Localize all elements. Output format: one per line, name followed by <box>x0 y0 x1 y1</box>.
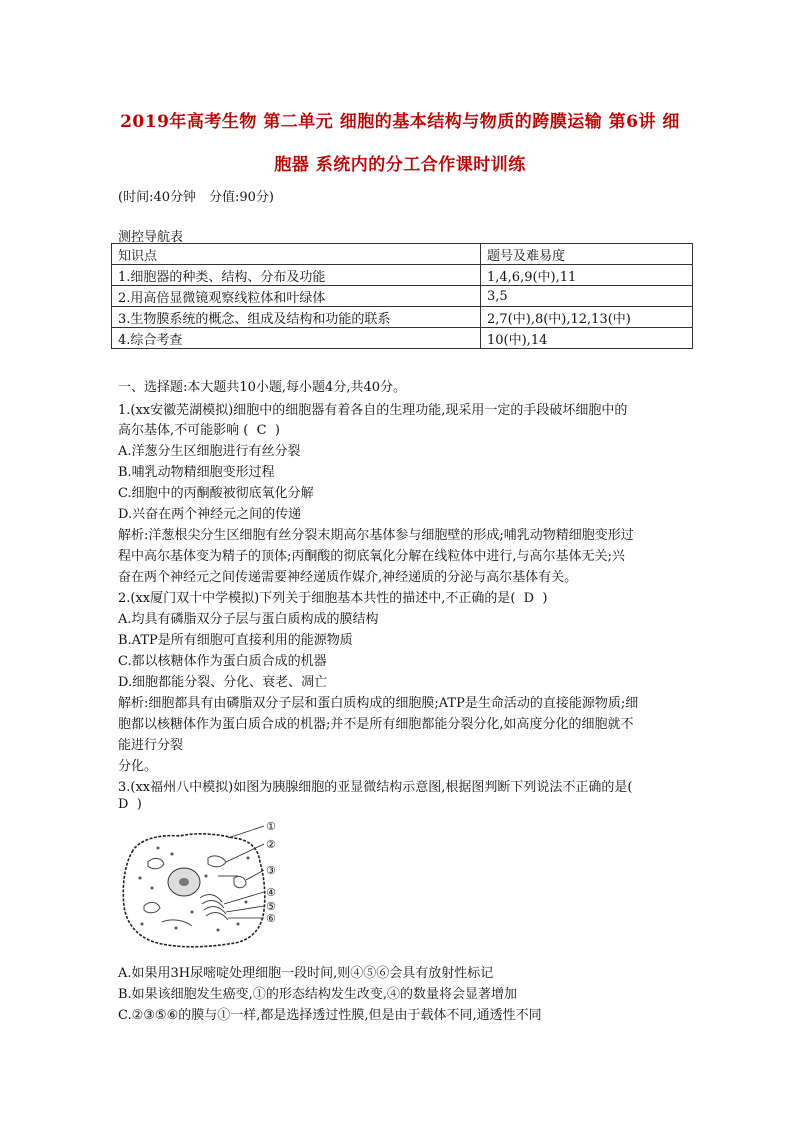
question-3-stem: D ) <box>118 797 142 812</box>
figure-label: ② <box>266 838 276 851</box>
table-cell: 2,7(中),8(中),12,13(中) <box>481 307 693 328</box>
table-row <box>112 328 693 349</box>
question-2-option: C.都以核糖体作为蛋白质合成的机器 <box>118 654 327 669</box>
table-header-cell: 知识点 <box>112 244 481 265</box>
question-3-option: A.如果用3H尿嘧啶处理细胞一段时间,则④⑤⑥会具有放射性标记 <box>118 966 494 981</box>
question-2-analysis: 分化。 <box>118 759 158 774</box>
question-1-analysis: 程中高尔基体变为精子的顶体;丙酮酸的彻底氧化分解在线粒体中进行,与高尔基体无关;兴 <box>118 549 625 564</box>
question-2-option: A.均具有磷脂双分子层与蛋白质构成的膜结构 <box>118 612 379 627</box>
question-1-stem: 高尔基体,不可能影响 ( C ) <box>118 423 280 438</box>
question-1-analysis: 解析:洋葱根尖分生区细胞有丝分裂末期高尔基体参与细胞壁的形成;哺乳动物精细胞变形过 <box>118 528 634 543</box>
table-cell: 3.生物膜系统的概念、组成及结构和功能的联系 <box>112 307 481 328</box>
question-3-option: C.②③⑤⑥的膜与①一样,都是选择透过性膜,但是由于载体不同,通透性不同 <box>118 1008 542 1023</box>
question-2-analysis: 能进行分裂 <box>118 738 184 753</box>
question-1-option: D.兴奋在两个神经元之间的传递 <box>118 507 302 522</box>
question-1-stem: 1.(xx安徽芜湖模拟)细胞中的细胞器有着各自的生理功能,现采用一定的手段破坏细胞中的 <box>118 403 628 418</box>
question-3-option: B.如果该细胞发生癌变,①的形态结构发生改变,④的数量将会显著增加 <box>118 987 517 1002</box>
table-header-row <box>112 244 693 265</box>
page-title-line-2: 胞器 系统内的分工合作课时训练 <box>274 155 526 175</box>
time-score-info: (时间:40分钟 分值:90分) <box>118 190 274 205</box>
question-2-analysis: 胞都以核糖体作为蛋白质合成的机器;并不是所有细胞都能分裂分化,如高度分化的细胞就不 <box>118 717 634 732</box>
question-2-option: B.ATP是所有细胞可直接利用的能源物质 <box>118 633 353 648</box>
question-1-option: B.哺乳动物精细胞变形过程 <box>118 465 275 480</box>
navigation-table <box>111 243 693 349</box>
question-1-option: A.洋葱分生区细胞进行有丝分裂 <box>118 444 301 459</box>
table-cell: 10(中),14 <box>481 328 693 349</box>
question-1-analysis: 奋在两个神经元之间传递需要神经递质作媒介,神经递质的分泌与高尔基体有关。 <box>118 570 578 585</box>
table-header-cell: 题号及难易度 <box>481 244 693 265</box>
question-2-analysis: 解析:细胞都具有由磷脂双分子层和蛋白质构成的细胞膜;ATP是生命活动的直接能源物质;细 <box>118 696 639 711</box>
table-row <box>112 286 693 307</box>
table-row <box>112 265 693 286</box>
table-cell: 1,4,6,9(中),11 <box>481 265 693 286</box>
question-1-option: C.细胞中的丙酮酸被彻底氧化分解 <box>118 486 314 501</box>
question-2-option: D.细胞都能分裂、分化、衰老、凋亡 <box>118 675 328 690</box>
table-cell: 1.细胞器的种类、结构、分布及功能 <box>112 265 481 286</box>
table-caption: 测控导航表 <box>118 230 184 245</box>
table-row <box>112 307 693 328</box>
figure-label: ③ <box>266 864 276 877</box>
section-heading: 一、选择题:本大题共10小题,每小题4分,共40分。 <box>118 380 406 395</box>
table-cell: 3,5 <box>481 286 693 307</box>
table-cell: 2.用高倍显微镜观察线粒体和叶绿体 <box>112 286 481 307</box>
page-title-line-1: 2019年高考生物 第二单元 细胞的基本结构与物质的跨膜运输 第6讲 细 <box>120 112 680 132</box>
pancreatic-cell-diagram <box>118 818 294 950</box>
figure-label: ④ <box>266 886 276 899</box>
question-3-stem: 3.(xx福州八中模拟)如图为胰腺细胞的亚显微结构示意图,根据图判断下列说法不正确的是( <box>118 780 633 795</box>
figure-label: ⑤ <box>266 900 276 913</box>
question-2-stem: 2.(xx厦门双十中学模拟)下列关于细胞基本共性的描述中,不正确的是( D ) <box>118 591 548 606</box>
table-cell: 4.综合考查 <box>112 328 481 349</box>
figure-label: ① <box>266 820 276 833</box>
figure-label: ⑥ <box>266 912 276 925</box>
